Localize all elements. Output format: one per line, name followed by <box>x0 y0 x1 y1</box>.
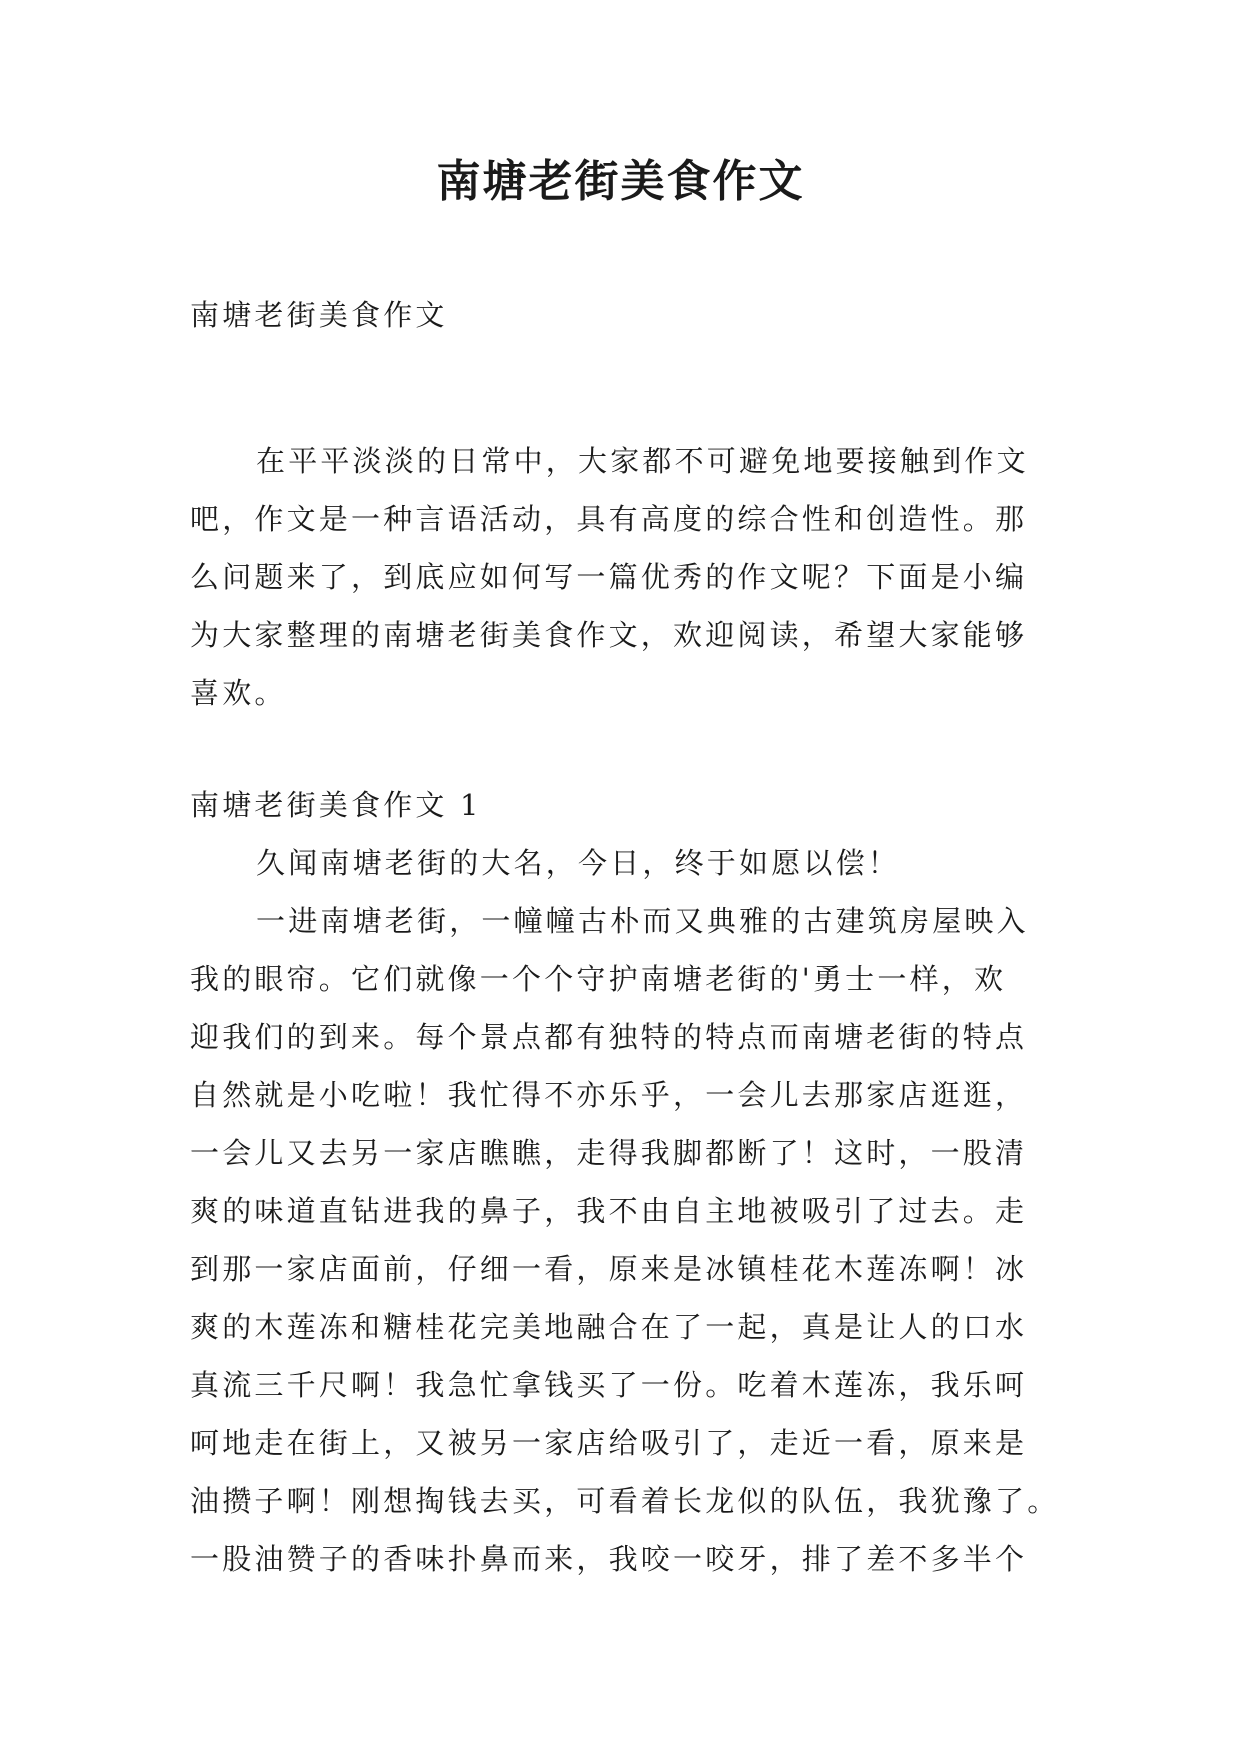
section-paragraph-1: 久闻南塘老街的大名，今日，终于如愿以偿！ <box>256 846 901 880</box>
spacer <box>190 344 1070 432</box>
intro-line: 为大家整理的南塘老街美食作文，欢迎阅读，希望大家能够 <box>190 618 1028 652</box>
intro-line: 在平平淡淡的日常中，大家都不可避免地要接触到作文 <box>256 444 1029 478</box>
intro-line: 吧，作文是一种言语活动，具有高度的综合性和创造性。那 <box>190 502 1028 536</box>
paragraph-line: 爽的木莲冻和糖桂花完美地融合在了一起，真是让人的口水 <box>190 1310 1028 1344</box>
paragraph-line: 真流三千尺啊！我急忙拿钱买了一份。吃着木莲冻，我乐呵 <box>190 1368 1028 1402</box>
paragraph-line: 爽的味道直钻进我的鼻子，我不由自主地被吸引了过去。走 <box>190 1194 1028 1228</box>
document-title: 南塘老街美食作文 <box>436 156 805 207</box>
paragraph-line: 到那一家店面前，仔细一看，原来是冰镇桂花木莲冻啊！冰 <box>190 1252 1028 1286</box>
document-subtitle: 南塘老街美食作文 <box>190 298 448 332</box>
paragraph-line: 一进南塘老街，一幢幢古朴而又典雅的古建筑房屋映入 <box>256 904 1029 938</box>
intro-line: 么问题来了，到底应如何写一篇优秀的作文呢？下面是小编 <box>190 560 1028 594</box>
intro-paragraph <box>190 432 1070 722</box>
paragraph-line: 迎我们的到来。每个景点都有独特的特点而南塘老街的特点 <box>190 1020 1028 1054</box>
intro-line: 喜欢。 <box>190 676 287 710</box>
paragraph-line: 呵地走在街上，又被另一家店给吸引了，走近一看，原来是 <box>190 1426 1028 1460</box>
spacer <box>190 722 1070 776</box>
paragraph-line: 一股油赞子的香味扑鼻而来，我咬一咬牙，排了差不多半个 <box>190 1542 1028 1576</box>
paragraph-line: 我的眼帘。它们就像一个个守护南塘老街的'勇士一样，欢 <box>190 962 1007 996</box>
section-paragraph-2 <box>190 892 1070 1588</box>
paragraph-line: 油攒子啊！刚想掏钱去买，可看着长龙似的队伍，我犹豫了。 <box>190 1484 1060 1518</box>
document-body <box>190 286 1070 1588</box>
paragraph-line: 自然就是小吃啦！我忙得不亦乐乎，一会儿去那家店逛逛， <box>190 1078 1028 1112</box>
paragraph-line: 一会儿又去另一家店瞧瞧，走得我脚都断了！这时，一股清 <box>190 1136 1028 1170</box>
section-heading: 南塘老街美食作文 1 <box>190 788 482 822</box>
